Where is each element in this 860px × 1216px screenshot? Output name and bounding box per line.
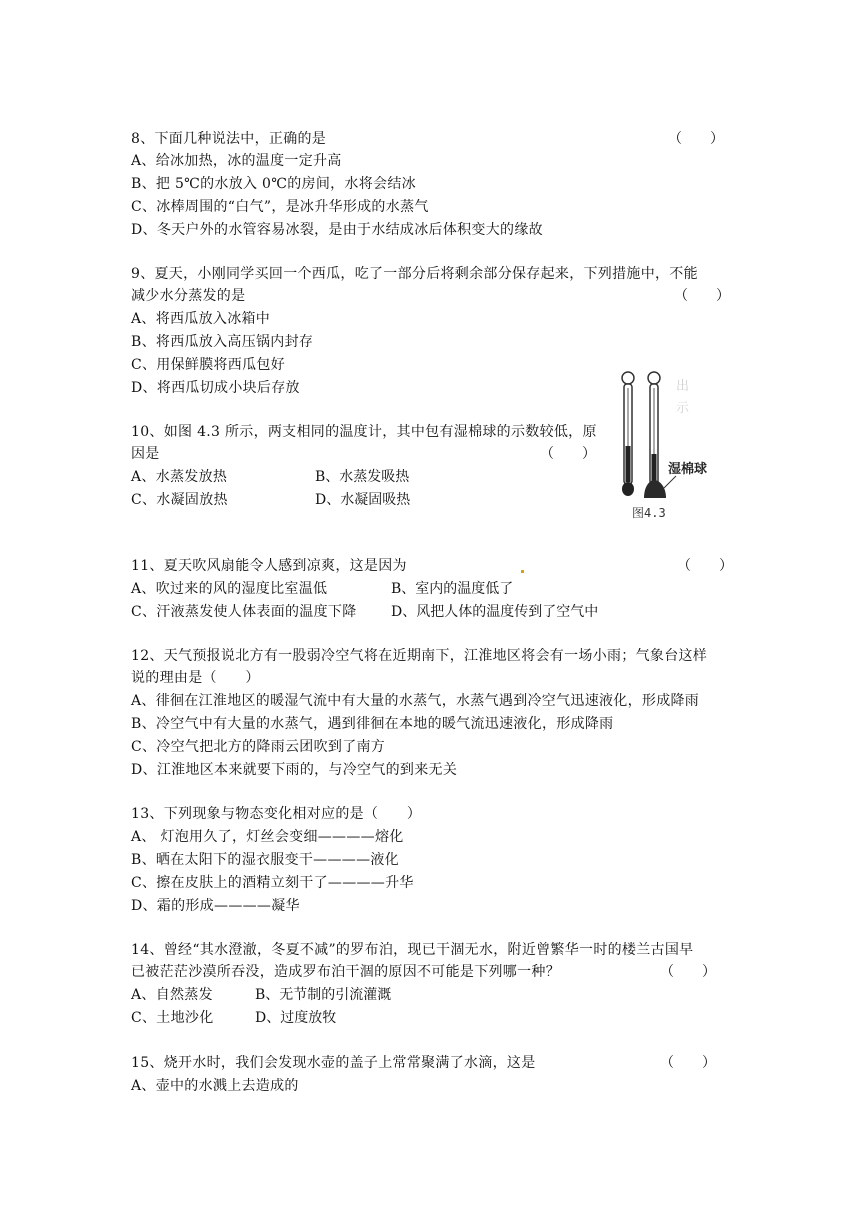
q10-stem-line2: 因是 — [131, 446, 160, 462]
marker-dot — [521, 570, 524, 573]
q8-option-d: D、冬天户外的水管容易冰裂，是由于水结成冰后体积变大的缘故 — [131, 222, 543, 238]
q9-option-c: C、用保鲜膜将西瓜包好 — [131, 357, 286, 373]
q13-stem: 13、下列现象与物态变化相对应的是（ ） — [131, 806, 422, 822]
q9-option-d: D、将西瓜切成小块后存放 — [131, 380, 300, 396]
q13-option-c: C、擦在皮肤上的酒精立刻干了————升华 — [131, 875, 414, 891]
thermometers-illustration — [606, 368, 726, 528]
q14-answer-paren: （ ） — [660, 964, 716, 980]
q10-option-d: D、水凝固吸热 — [315, 492, 411, 508]
q10-option-c: C、水凝固放热 — [131, 492, 228, 508]
q13-option-d: D、霜的形成————凝华 — [131, 898, 300, 914]
svg-text:示: 示 — [676, 400, 690, 415]
q10-stem-line1: 10、如图 4.3 所示，两支相同的温度计，其中包有湿棉球的示数较低，原 — [131, 424, 597, 440]
q8-answer-paren: （ ） — [668, 131, 724, 147]
q12-option-a: A、徘徊在江淮地区的暖湿气流中有大量的水蒸气，水蒸气遇到冷空气迅速液化，形成降雨 — [131, 693, 700, 709]
q12-option-c: C、冷空气把北方的降雨云团吹到了南方 — [131, 739, 386, 755]
wet-cotton-ball-label: 湿棉球 — [668, 462, 708, 477]
q15-answer-paren: （ ） — [660, 1055, 716, 1071]
q14-option-d: D、过度放牧 — [255, 1010, 337, 1026]
svg-text:出: 出 — [676, 378, 690, 393]
q10-answer-paren: （ ） — [540, 446, 596, 462]
q8-option-b: B、把 5℃的水放入 0℃的房间，水将会结冰 — [131, 176, 416, 192]
q9-stem-line1: 9、夏天，小刚同学买回一个西瓜，吃了一部分后将剩余部分保存起来，下列措施中，不能 — [131, 266, 698, 282]
q13-option-a: A、 灯泡用久了，灯丝会变细————熔化 — [131, 829, 404, 845]
q12-stem-line2: 说的理由是（ ） — [131, 670, 260, 686]
q9-option-a: A、将西瓜放入冰箱中 — [131, 311, 271, 327]
q9-answer-paren: （ ） — [674, 288, 730, 304]
q15-stem: 15、烧开水时，我们会发现水壶的盖子上常常聚满了水滴，这是 — [131, 1055, 536, 1071]
q13-option-b: B、晒在太阳下的湿衣服变干————液化 — [131, 852, 399, 868]
q14-stem-line2: 已被茫茫沙漠所吞没，造成罗布泊干涸的原因不可能是下列哪一种？ — [131, 964, 560, 980]
q11-option-b: B、室内的温度低了 — [391, 581, 514, 597]
q14-option-b: B、无节制的引流灌溉 — [255, 987, 392, 1003]
q8-stem: 8、下面几种说法中，正确的是 — [131, 131, 327, 147]
figure-caption: 图4.3 — [632, 506, 666, 520]
q10-option-b: B、水蒸发吸热 — [315, 469, 410, 485]
q15-option-a: A、壶中的水溅上去造成的 — [131, 1078, 299, 1094]
q14-option-a: A、自然蒸发 — [131, 987, 213, 1003]
q11-option-d: D、风把人体的温度传到了空气中 — [391, 604, 599, 620]
q12-option-b: B、冷空气中有大量的水蒸气，遇到徘徊在本地的暖气流迅速液化，形成降雨 — [131, 716, 614, 732]
q11-option-c: C、汗液蒸发使人体表面的温度下降 — [131, 604, 357, 620]
q14-option-c: C、土地沙化 — [131, 1010, 214, 1026]
q11-option-a: A、吹过来的风的湿度比室温低 — [131, 581, 328, 597]
q14-stem-line1: 14、曾经“其水澄澈，冬夏不减”的罗布泊，现已干涸无水，附近曾繁华一时的楼兰古国早 — [131, 942, 694, 958]
q11-answer-paren: （ ） — [677, 558, 733, 574]
q9-option-b: B、将西瓜放入高压锅内封存 — [131, 334, 314, 350]
thermometer-figure — [606, 368, 726, 528]
q10-option-a: A、水蒸发放热 — [131, 469, 228, 485]
q9-stem-line2: 减少水分蒸发的是 — [131, 288, 246, 304]
q8-option-c: C、冰棒周围的“白气”，是冰升华形成的水蒸气 — [131, 199, 429, 215]
q12-option-d: D、江淮地区本来就要下雨的，与冷空气的到来无关 — [131, 762, 458, 778]
q12-stem-line1: 12、天气预报说北方有一股弱冷空气将在近期南下，江淮地区将会有一场小雨；气象台这样 — [131, 648, 708, 664]
q8-option-a: A、给冰加热，冰的温度一定升高 — [131, 153, 342, 169]
q11-stem: 11、夏天吹风扇能令人感到凉爽，这是因为 — [131, 558, 407, 574]
